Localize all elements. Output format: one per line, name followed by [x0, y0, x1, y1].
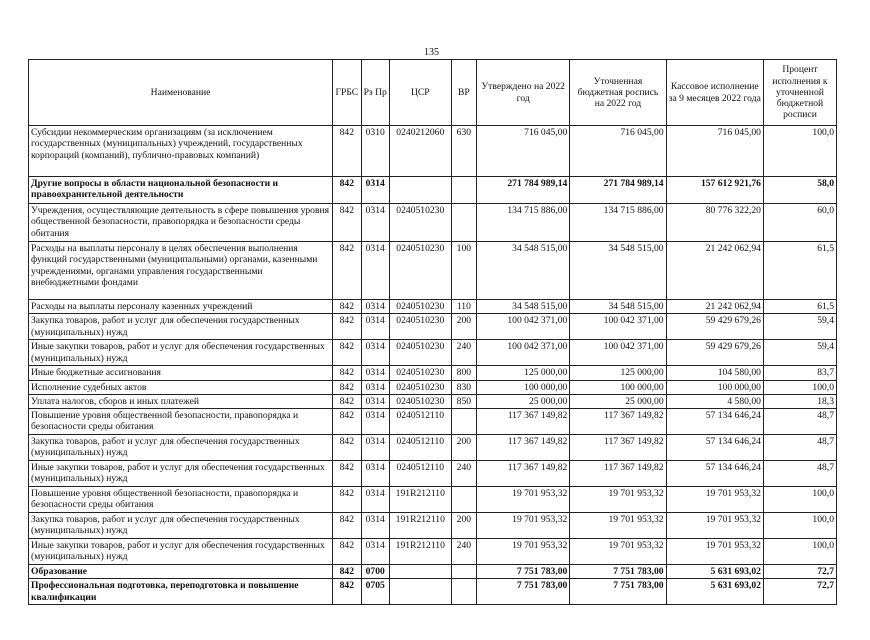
table-row — [29, 513, 837, 539]
cell-rzpr: 0705 — [361, 579, 389, 605]
cell-cash: 4 580,00 — [666, 394, 763, 408]
cell-rzpr: 0314 — [361, 300, 389, 314]
header-cash: Кассовое исполнение за 9 месяцев 2022 года — [666, 60, 763, 126]
cell-refined: 34 548 515,00 — [570, 242, 666, 300]
cell-percent: 72,7 — [763, 579, 836, 605]
cell-percent: 100,0 — [763, 487, 836, 513]
cell-refined: 716 045,00 — [570, 126, 666, 177]
cell-approved: 19 701 953,32 — [477, 513, 570, 539]
cell-grbs: 842 — [333, 204, 361, 242]
cell-rzpr: 0700 — [361, 565, 389, 579]
cell-approved: 25 000,00 — [477, 394, 570, 408]
cell-approved: 34 548 515,00 — [477, 242, 570, 300]
cell-rzpr: 0314 — [361, 513, 389, 539]
cell-csr: 0240512110 — [389, 435, 451, 461]
cell-rzpr: 0314 — [361, 366, 389, 380]
cell-csr — [389, 177, 451, 204]
cell-rzpr: 0314 — [361, 539, 389, 565]
table-row — [29, 300, 837, 314]
table-row — [29, 461, 837, 487]
cell-rzpr: 0314 — [361, 487, 389, 513]
cell-percent: 48,7 — [763, 409, 836, 435]
cell-percent: 100,0 — [763, 513, 836, 539]
cell-csr: 0240510230 — [389, 394, 451, 408]
cell-percent: 18,3 — [763, 394, 836, 408]
cell-percent: 100,0 — [763, 539, 836, 565]
cell-name: Субсидии некоммерческим организациям (за исключением государственных (муниципальных) учреждений, государственных корпораций (компаний), публично-правовых компаний) — [29, 126, 333, 177]
cell-cash: 57 134 646,24 — [666, 435, 763, 461]
cell-approved: 125 000,00 — [477, 366, 570, 380]
cell-refined: 7 751 783,00 — [570, 579, 666, 605]
cell-percent: 58,0 — [763, 177, 836, 204]
cell-vr — [451, 487, 476, 513]
cell-cash: 19 701 953,32 — [666, 513, 763, 539]
cell-refined: 34 548 515,00 — [570, 300, 666, 314]
cell-grbs: 842 — [333, 487, 361, 513]
cell-approved: 117 367 149,82 — [477, 409, 570, 435]
cell-name: Закупка товаров, работ и услуг для обеспечения государственных (муниципальных) нужд — [29, 513, 333, 539]
cell-csr: 0240212060 — [389, 126, 451, 177]
cell-name: Другие вопросы в области национальной безопасности и правоохранительной деятельности — [29, 177, 333, 204]
cell-rzpr: 0314 — [361, 204, 389, 242]
cell-csr — [389, 565, 451, 579]
cell-refined: 117 367 149,82 — [570, 435, 666, 461]
cell-grbs: 842 — [333, 380, 361, 394]
cell-approved: 19 701 953,32 — [477, 539, 570, 565]
cell-name: Повышение уровня общественной безопасности, правопорядка и безопасности среды обитания — [29, 487, 333, 513]
cell-vr — [451, 409, 476, 435]
cell-grbs: 842 — [333, 126, 361, 177]
cell-vr: 240 — [451, 539, 476, 565]
table-row — [29, 177, 837, 204]
cell-approved: 100 000,00 — [477, 380, 570, 394]
cell-csr: 0240512110 — [389, 409, 451, 435]
cell-refined: 19 701 953,32 — [570, 513, 666, 539]
cell-rzpr: 0310 — [361, 126, 389, 177]
cell-name: Повышение уровня общественной безопасности, правопорядка и безопасности среды обитания — [29, 409, 333, 435]
cell-percent: 48,7 — [763, 461, 836, 487]
cell-grbs: 842 — [333, 565, 361, 579]
cell-csr: 0240510230 — [389, 300, 451, 314]
cell-grbs: 842 — [333, 579, 361, 605]
cell-approved: 100 042 371,00 — [477, 314, 570, 340]
cell-approved: 271 784 989,14 — [477, 177, 570, 204]
cell-vr: 830 — [451, 380, 476, 394]
cell-csr: 0240510230 — [389, 242, 451, 300]
cell-rzpr: 0314 — [361, 242, 389, 300]
cell-refined: 117 367 149,82 — [570, 461, 666, 487]
cell-grbs: 842 — [333, 539, 361, 565]
table-row — [29, 539, 837, 565]
cell-grbs: 842 — [333, 314, 361, 340]
cell-grbs: 842 — [333, 242, 361, 300]
cell-vr: 630 — [451, 126, 476, 177]
cell-cash: 21 242 062,94 — [666, 300, 763, 314]
cell-percent: 48,7 — [763, 435, 836, 461]
cell-name: Иные бюджетные ассигнования — [29, 366, 333, 380]
cell-refined: 271 784 989,14 — [570, 177, 666, 204]
cell-approved: 34 548 515,00 — [477, 300, 570, 314]
cell-vr — [451, 565, 476, 579]
cell-csr: 191R212110 — [389, 487, 451, 513]
cell-rzpr: 0314 — [361, 340, 389, 366]
cell-rzpr: 0314 — [361, 409, 389, 435]
cell-cash: 57 134 646,24 — [666, 409, 763, 435]
table-row — [29, 435, 837, 461]
table-header-row — [29, 60, 837, 126]
header-name: Наименование — [29, 60, 333, 126]
cell-vr: 200 — [451, 435, 476, 461]
cell-approved: 117 367 149,82 — [477, 435, 570, 461]
table-row — [29, 394, 837, 408]
cell-cash: 100 000,00 — [666, 380, 763, 394]
cell-cash: 19 701 953,32 — [666, 487, 763, 513]
cell-csr: 0240510230 — [389, 380, 451, 394]
cell-name: Исполнение судебных актов — [29, 380, 333, 394]
cell-approved: 117 367 149,82 — [477, 461, 570, 487]
cell-approved: 7 751 783,00 — [477, 565, 570, 579]
cell-cash: 21 242 062,94 — [666, 242, 763, 300]
cell-refined: 100 000,00 — [570, 380, 666, 394]
cell-percent: 100,0 — [763, 380, 836, 394]
cell-rzpr: 0314 — [361, 435, 389, 461]
cell-csr: 191R212110 — [389, 539, 451, 565]
cell-cash: 57 134 646,24 — [666, 461, 763, 487]
table-row — [29, 314, 837, 340]
header-vr: ВР — [451, 60, 476, 126]
cell-csr: 0240510230 — [389, 314, 451, 340]
cell-refined: 100 042 371,00 — [570, 314, 666, 340]
table-row — [29, 409, 837, 435]
cell-name: Расходы на выплаты персоналу в целях обеспечения выполнения функций государственными (муниципальными) органами, казенными учреждениями, органами управления государственными внебюджетными фондами — [29, 242, 333, 300]
cell-percent: 100,0 — [763, 126, 836, 177]
table-row — [29, 340, 837, 366]
header-percent: Процент исполнения к уточненной бюджетной росписи — [763, 60, 836, 126]
cell-grbs: 842 — [333, 394, 361, 408]
cell-percent: 61,5 — [763, 300, 836, 314]
cell-cash: 5 631 693,02 — [666, 565, 763, 579]
cell-vr: 240 — [451, 340, 476, 366]
cell-percent: 59,4 — [763, 340, 836, 366]
cell-percent: 72,7 — [763, 565, 836, 579]
cell-name: Иные закупки товаров, работ и услуг для обеспечения государственных (муниципальных) нужд — [29, 539, 333, 565]
cell-grbs: 842 — [333, 300, 361, 314]
cell-approved: 716 045,00 — [477, 126, 570, 177]
cell-cash: 5 631 693,02 — [666, 579, 763, 605]
cell-csr: 0240510230 — [389, 340, 451, 366]
cell-refined: 134 715 886,00 — [570, 204, 666, 242]
cell-grbs: 842 — [333, 340, 361, 366]
table-row — [29, 204, 837, 242]
cell-cash: 157 612 921,76 — [666, 177, 763, 204]
cell-refined: 25 000,00 — [570, 394, 666, 408]
header-refined: Уточненная бюджетная роспись на 2022 год — [570, 60, 666, 126]
table-row — [29, 242, 837, 300]
cell-approved: 134 715 886,00 — [477, 204, 570, 242]
header-rzpr: Рз Пр — [361, 60, 389, 126]
cell-csr: 191R212110 — [389, 513, 451, 539]
cell-vr: 200 — [451, 314, 476, 340]
cell-approved: 19 701 953,32 — [477, 487, 570, 513]
table-row — [29, 366, 837, 380]
cell-percent: 60,0 — [763, 204, 836, 242]
budget-table — [28, 59, 837, 605]
cell-rzpr: 0314 — [361, 314, 389, 340]
cell-percent: 83,7 — [763, 366, 836, 380]
cell-csr: 0240512110 — [389, 461, 451, 487]
cell-percent: 59,4 — [763, 314, 836, 340]
cell-name: Расходы на выплаты персоналу казенных учреждений — [29, 300, 333, 314]
table-row — [29, 380, 837, 394]
cell-refined: 19 701 953,32 — [570, 487, 666, 513]
cell-grbs: 842 — [333, 409, 361, 435]
cell-name: Профессиональная подготовка, переподготовка и повышение квалификации — [29, 579, 333, 605]
cell-vr: 800 — [451, 366, 476, 380]
cell-rzpr: 0314 — [361, 394, 389, 408]
cell-vr: 200 — [451, 513, 476, 539]
cell-rzpr: 0314 — [361, 380, 389, 394]
header-csr: ЦСР — [389, 60, 451, 126]
cell-grbs: 842 — [333, 513, 361, 539]
cell-grbs: 842 — [333, 177, 361, 204]
cell-refined: 19 701 953,32 — [570, 539, 666, 565]
cell-grbs: 842 — [333, 461, 361, 487]
cell-vr — [451, 204, 476, 242]
cell-csr: 0240510230 — [389, 366, 451, 380]
cell-vr — [451, 177, 476, 204]
cell-approved: 7 751 783,00 — [477, 579, 570, 605]
cell-csr: 0240510230 — [389, 204, 451, 242]
cell-approved: 100 042 371,00 — [477, 340, 570, 366]
table-row — [29, 565, 837, 579]
cell-cash: 19 701 953,32 — [666, 539, 763, 565]
cell-vr: 110 — [451, 300, 476, 314]
cell-vr: 850 — [451, 394, 476, 408]
cell-name: Иные закупки товаров, работ и услуг для обеспечения государственных (муниципальных) нужд — [29, 461, 333, 487]
cell-refined: 117 367 149,82 — [570, 409, 666, 435]
header-grbs: ГРБС — [333, 60, 361, 126]
cell-vr: 240 — [451, 461, 476, 487]
table-row — [29, 487, 837, 513]
cell-rzpr: 0314 — [361, 177, 389, 204]
cell-refined: 125 000,00 — [570, 366, 666, 380]
cell-name: Образование — [29, 565, 333, 579]
table-row — [29, 126, 837, 177]
cell-grbs: 842 — [333, 435, 361, 461]
cell-cash: 104 580,00 — [666, 366, 763, 380]
cell-refined: 7 751 783,00 — [570, 565, 666, 579]
cell-vr — [451, 579, 476, 605]
cell-grbs: 842 — [333, 366, 361, 380]
cell-cash: 59 429 679,26 — [666, 340, 763, 366]
table-row — [29, 579, 837, 605]
cell-name: Закупка товаров, работ и услуг для обеспечения государственных (муниципальных) нужд — [29, 314, 333, 340]
cell-name: Уплата налогов, сборов и иных платежей — [29, 394, 333, 408]
cell-rzpr: 0314 — [361, 461, 389, 487]
cell-vr: 100 — [451, 242, 476, 300]
cell-name: Учреждения, осуществляющие деятельность в сфере повышения уровня общественной безопасности, правопорядка и безопасности среды обитания — [29, 204, 333, 242]
page-number: 135 — [424, 47, 439, 58]
cell-name: Закупка товаров, работ и услуг для обеспечения государственных (муниципальных) нужд — [29, 435, 333, 461]
cell-percent: 61,5 — [763, 242, 836, 300]
cell-refined: 100 042 371,00 — [570, 340, 666, 366]
cell-cash: 59 429 679,26 — [666, 314, 763, 340]
header-approved: Утверждено на 2022 год — [477, 60, 570, 126]
cell-name: Иные закупки товаров, работ и услуг для обеспечения государственных (муниципальных) нужд — [29, 340, 333, 366]
cell-cash: 80 776 322,20 — [666, 204, 763, 242]
cell-cash: 716 045,00 — [666, 126, 763, 177]
cell-csr — [389, 579, 451, 605]
